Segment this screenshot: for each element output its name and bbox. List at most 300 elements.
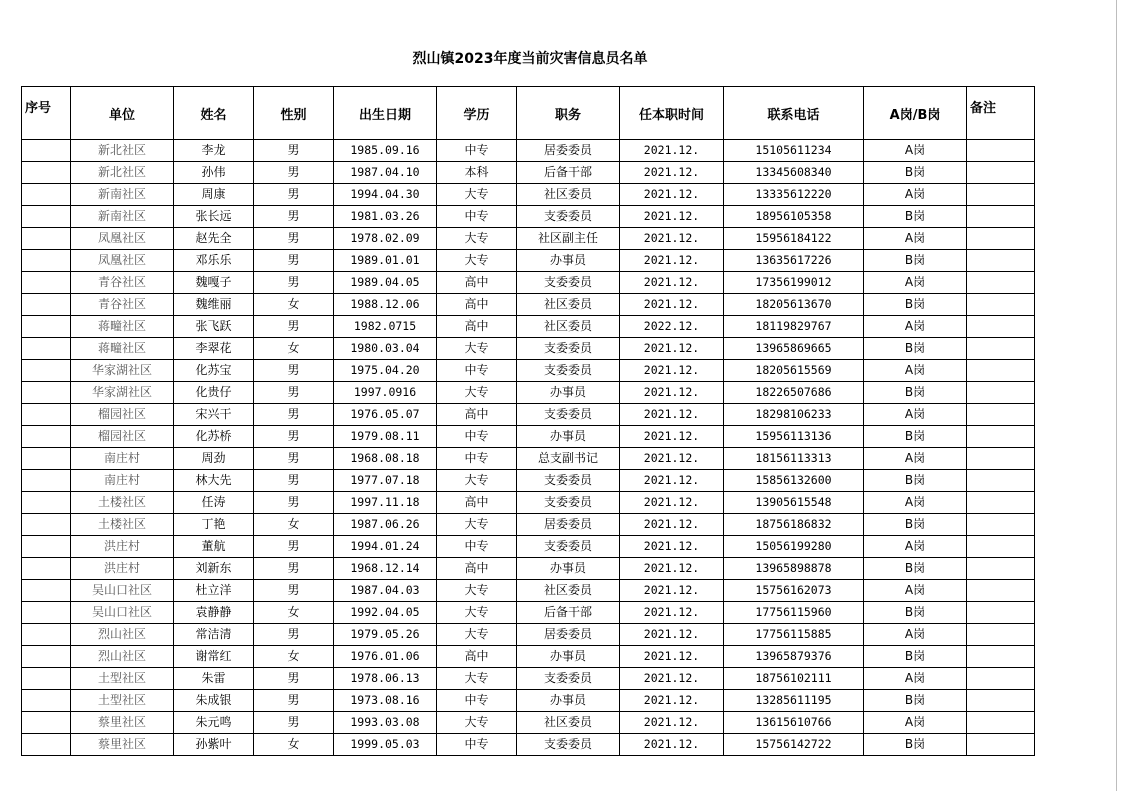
table-row [22,514,1035,536]
cell-note [967,448,1035,470]
cell-since: 2021.12. [620,382,724,404]
cell-birth: 1987.06.26 [334,514,437,536]
cell-note [967,272,1035,294]
table-row [22,734,1035,756]
cell-post: 办事员 [517,426,620,448]
cell-ab-post: B岗 [864,514,967,536]
cell-seq [22,536,71,558]
cell-note [967,624,1035,646]
table-row [22,470,1035,492]
cell-post: 支委委员 [517,536,620,558]
header-since: 任本职时间 [620,87,724,140]
cell-note [967,294,1035,316]
cell-unit: 榴园社区 [71,426,174,448]
cell-gender: 女 [254,514,334,536]
cell-since: 2021.12. [620,360,724,382]
cell-since: 2021.12. [620,448,724,470]
cell-name: 赵先全 [174,228,254,250]
cell-since: 2021.12. [620,470,724,492]
cell-name: 张长远 [174,206,254,228]
cell-ab-post: A岗 [864,140,967,162]
cell-name: 化贵仔 [174,382,254,404]
cell-unit: 新北社区 [71,140,174,162]
cell-since: 2022.12. [620,316,724,338]
cell-seq [22,448,71,470]
cell-education: 高中 [437,558,517,580]
cell-post: 办事员 [517,558,620,580]
cell-note [967,404,1035,426]
cell-note [967,646,1035,668]
cell-unit: 土楼社区 [71,514,174,536]
cell-since: 2021.12. [620,624,724,646]
cell-education: 大专 [437,580,517,602]
cell-birth: 1980.03.04 [334,338,437,360]
cell-unit: 新北社区 [71,162,174,184]
cell-note [967,426,1035,448]
cell-education: 大专 [437,624,517,646]
cell-since: 2021.12. [620,492,724,514]
cell-since: 2021.12. [620,580,724,602]
cell-unit: 青谷社区 [71,294,174,316]
cell-name: 朱元鸣 [174,712,254,734]
cell-phone: 18756186832 [724,514,864,536]
cell-birth: 1987.04.03 [334,580,437,602]
cell-phone: 18205615569 [724,360,864,382]
cell-name: 董航 [174,536,254,558]
cell-since: 2021.12. [620,734,724,756]
cell-seq [22,426,71,448]
table-row [22,668,1035,690]
header-ab-post: A岗/B岗 [864,87,967,140]
cell-since: 2021.12. [620,228,724,250]
cell-gender: 男 [254,162,334,184]
cell-note [967,206,1035,228]
cell-post: 支委委员 [517,206,620,228]
cell-note [967,668,1035,690]
cell-unit: 土型社区 [71,690,174,712]
cell-note [967,536,1035,558]
cell-seq [22,206,71,228]
cell-ab-post: A岗 [864,228,967,250]
cell-education: 大专 [437,514,517,536]
cell-seq [22,580,71,602]
cell-gender: 男 [254,712,334,734]
header-gender: 性别 [254,87,334,140]
cell-phone: 13635617226 [724,250,864,272]
cell-since: 2021.12. [620,250,724,272]
cell-since: 2021.12. [620,294,724,316]
cell-birth: 1968.08.18 [334,448,437,470]
cell-birth: 1997.11.18 [334,492,437,514]
cell-seq [22,624,71,646]
cell-education: 大专 [437,602,517,624]
cell-gender: 男 [254,624,334,646]
cell-name: 丁艳 [174,514,254,536]
cell-gender: 男 [254,228,334,250]
cell-ab-post: B岗 [864,206,967,228]
cell-gender: 男 [254,382,334,404]
cell-seq [22,228,71,250]
table-row [22,404,1035,426]
cell-unit: 凤凰社区 [71,250,174,272]
cell-education: 大专 [437,338,517,360]
cell-note [967,184,1035,206]
table-row [22,316,1035,338]
cell-post: 社区委员 [517,580,620,602]
cell-education: 本科 [437,162,517,184]
cell-since: 2021.12. [620,140,724,162]
cell-gender: 男 [254,536,334,558]
table-row [22,426,1035,448]
cell-education: 高中 [437,294,517,316]
cell-ab-post: B岗 [864,426,967,448]
cell-birth: 1987.04.10 [334,162,437,184]
cell-seq [22,690,71,712]
cell-seq [22,646,71,668]
cell-birth: 1979.08.11 [334,426,437,448]
cell-gender: 男 [254,668,334,690]
cell-gender: 女 [254,338,334,360]
cell-gender: 男 [254,360,334,382]
cell-since: 2021.12. [620,404,724,426]
cell-name: 刘新东 [174,558,254,580]
cell-since: 2021.12. [620,690,724,712]
cell-post: 支委委员 [517,492,620,514]
cell-birth: 1976.01.06 [334,646,437,668]
cell-note [967,492,1035,514]
personnel-table [21,86,1035,756]
cell-name: 常洁清 [174,624,254,646]
cell-phone: 15756162073 [724,580,864,602]
cell-phone: 13905615548 [724,492,864,514]
cell-gender: 男 [254,470,334,492]
cell-phone: 18205613670 [724,294,864,316]
cell-education: 中专 [437,206,517,228]
cell-unit: 榴园社区 [71,404,174,426]
cell-unit: 南庄村 [71,470,174,492]
header-note: 备注 [967,87,1035,140]
table-row [22,536,1035,558]
cell-education: 中专 [437,448,517,470]
cell-unit: 烈山社区 [71,624,174,646]
cell-unit: 蔡里社区 [71,712,174,734]
cell-post: 支委委员 [517,470,620,492]
cell-gender: 男 [254,404,334,426]
cell-seq [22,382,71,404]
cell-phone: 18119829767 [724,316,864,338]
header-unit: 单位 [71,87,174,140]
cell-ab-post: A岗 [864,184,967,206]
cell-unit: 新南社区 [71,206,174,228]
cell-unit: 青谷社区 [71,272,174,294]
cell-education: 中专 [437,426,517,448]
cell-since: 2021.12. [620,558,724,580]
cell-unit: 洪庄村 [71,536,174,558]
cell-education: 大专 [437,228,517,250]
cell-post: 支委委员 [517,272,620,294]
table-row [22,690,1035,712]
cell-since: 2021.12. [620,272,724,294]
table-row [22,624,1035,646]
cell-unit: 土楼社区 [71,492,174,514]
header-post: 职务 [517,87,620,140]
cell-ab-post: B岗 [864,470,967,492]
cell-birth: 1993.03.08 [334,712,437,734]
cell-unit: 蒋疃社区 [71,338,174,360]
cell-note [967,140,1035,162]
cell-name: 袁静静 [174,602,254,624]
header-name: 姓名 [174,87,254,140]
cell-seq [22,712,71,734]
cell-education: 中专 [437,140,517,162]
cell-gender: 男 [254,316,334,338]
cell-name: 宋兴干 [174,404,254,426]
cell-ab-post: A岗 [864,360,967,382]
table-row [22,558,1035,580]
cell-post: 办事员 [517,646,620,668]
document-title: 烈山镇2023年度当前灾害信息员名单 [412,51,648,67]
table-row [22,646,1035,668]
cell-seq [22,294,71,316]
cell-birth: 1977.07.18 [334,470,437,492]
cell-gender: 男 [254,272,334,294]
cell-seq [22,558,71,580]
cell-ab-post: B岗 [864,690,967,712]
cell-since: 2021.12. [620,646,724,668]
cell-ab-post: A岗 [864,580,967,602]
cell-unit: 烈山社区 [71,646,174,668]
cell-birth: 1989.04.05 [334,272,437,294]
cell-post: 居委委员 [517,140,620,162]
cell-post: 办事员 [517,250,620,272]
cell-gender: 男 [254,250,334,272]
cell-post: 支委委员 [517,338,620,360]
cell-education: 大专 [437,382,517,404]
cell-unit: 洪庄村 [71,558,174,580]
cell-name: 任涛 [174,492,254,514]
cell-post: 办事员 [517,690,620,712]
header-education: 学历 [437,87,517,140]
cell-name: 周康 [174,184,254,206]
cell-education: 高中 [437,316,517,338]
cell-name: 李龙 [174,140,254,162]
cell-post: 后备干部 [517,162,620,184]
cell-since: 2021.12. [620,426,724,448]
cell-birth: 1985.09.16 [334,140,437,162]
header-birth: 出生日期 [334,87,437,140]
cell-gender: 男 [254,426,334,448]
cell-unit: 新南社区 [71,184,174,206]
cell-phone: 17756115885 [724,624,864,646]
table-row [22,206,1035,228]
table-body [22,140,1035,756]
cell-note [967,558,1035,580]
cell-ab-post: B岗 [864,734,967,756]
cell-seq [22,316,71,338]
cell-ab-post: A岗 [864,712,967,734]
cell-name: 化苏宝 [174,360,254,382]
cell-phone: 18156113313 [724,448,864,470]
cell-seq [22,470,71,492]
cell-name: 魏嘎子 [174,272,254,294]
cell-phone: 15105611234 [724,140,864,162]
cell-birth: 1968.12.14 [334,558,437,580]
cell-ab-post: A岗 [864,624,967,646]
cell-unit: 吴山口社区 [71,580,174,602]
cell-gender: 男 [254,206,334,228]
cell-education: 中专 [437,690,517,712]
cell-post: 总支副书记 [517,448,620,470]
cell-note [967,162,1035,184]
cell-phone: 13335612220 [724,184,864,206]
cell-name: 孙紫叶 [174,734,254,756]
cell-post: 居委委员 [517,514,620,536]
cell-unit: 凤凰社区 [71,228,174,250]
cell-ab-post: B岗 [864,294,967,316]
table-row [22,250,1035,272]
cell-seq [22,272,71,294]
cell-gender: 男 [254,558,334,580]
cell-post: 社区委员 [517,712,620,734]
cell-seq [22,668,71,690]
cell-ab-post: B岗 [864,602,967,624]
cell-unit: 华家湖社区 [71,382,174,404]
cell-seq [22,360,71,382]
cell-phone: 13965869665 [724,338,864,360]
cell-birth: 1988.12.06 [334,294,437,316]
cell-seq [22,404,71,426]
cell-education: 中专 [437,734,517,756]
cell-gender: 女 [254,734,334,756]
cell-education: 大专 [437,184,517,206]
cell-post: 居委委员 [517,624,620,646]
cell-name: 谢常红 [174,646,254,668]
cell-phone: 18756102111 [724,668,864,690]
cell-education: 大专 [437,250,517,272]
cell-since: 2021.12. [620,536,724,558]
sheet-edge-line [1116,0,1117,791]
cell-education: 高中 [437,492,517,514]
table-row [22,712,1035,734]
cell-name: 邓乐乐 [174,250,254,272]
cell-phone: 15956184122 [724,228,864,250]
cell-note [967,382,1035,404]
table-header-row [22,87,1035,140]
cell-phone: 15956113136 [724,426,864,448]
table-row [22,294,1035,316]
cell-birth: 1978.02.09 [334,228,437,250]
cell-since: 2021.12. [620,206,724,228]
cell-education: 中专 [437,360,517,382]
cell-post: 社区委员 [517,294,620,316]
cell-ab-post: B岗 [864,338,967,360]
cell-note [967,690,1035,712]
cell-phone: 18226507686 [724,382,864,404]
cell-phone: 15756142722 [724,734,864,756]
cell-post: 社区委员 [517,316,620,338]
cell-birth: 1979.05.26 [334,624,437,646]
cell-gender: 女 [254,646,334,668]
cell-birth: 1989.01.01 [334,250,437,272]
cell-gender: 男 [254,184,334,206]
cell-post: 社区副主任 [517,228,620,250]
table-row [22,580,1035,602]
cell-gender: 男 [254,580,334,602]
cell-name: 周劲 [174,448,254,470]
table-row [22,140,1035,162]
cell-note [967,514,1035,536]
cell-birth: 1997.0916 [334,382,437,404]
table-row [22,184,1035,206]
cell-seq [22,250,71,272]
cell-name: 杜立洋 [174,580,254,602]
cell-unit: 华家湖社区 [71,360,174,382]
cell-post: 支委委员 [517,734,620,756]
cell-phone: 13615610766 [724,712,864,734]
cell-seq [22,602,71,624]
cell-ab-post: B岗 [864,250,967,272]
table-row [22,162,1035,184]
cell-note [967,250,1035,272]
cell-since: 2021.12. [620,602,724,624]
cell-since: 2021.12. [620,514,724,536]
cell-ab-post: A岗 [864,536,967,558]
cell-note [967,470,1035,492]
cell-gender: 女 [254,602,334,624]
cell-note [967,316,1035,338]
cell-birth: 1994.01.24 [334,536,437,558]
cell-note [967,580,1035,602]
cell-since: 2021.12. [620,712,724,734]
cell-seq [22,140,71,162]
cell-birth: 1999.05.03 [334,734,437,756]
table-row [22,382,1035,404]
table-row [22,228,1035,250]
cell-education: 大专 [437,470,517,492]
cell-phone: 18298106233 [724,404,864,426]
cell-gender: 男 [254,690,334,712]
header-phone: 联系电话 [724,87,864,140]
cell-ab-post: A岗 [864,668,967,690]
cell-ab-post: B岗 [864,162,967,184]
cell-ab-post: B岗 [864,558,967,580]
cell-name: 李翠花 [174,338,254,360]
cell-phone: 13285611195 [724,690,864,712]
cell-note [967,712,1035,734]
cell-unit: 吴山口社区 [71,602,174,624]
table-row [22,338,1035,360]
cell-education: 高中 [437,404,517,426]
cell-post: 社区委员 [517,184,620,206]
cell-seq [22,184,71,206]
cell-name: 魏维丽 [174,294,254,316]
cell-name: 朱雷 [174,668,254,690]
cell-note [967,338,1035,360]
cell-name: 化苏桥 [174,426,254,448]
cell-name: 孙伟 [174,162,254,184]
cell-since: 2021.12. [620,338,724,360]
cell-name: 朱成银 [174,690,254,712]
header-seq: 序号 [22,87,71,140]
cell-phone: 13965898878 [724,558,864,580]
cell-name: 张飞跃 [174,316,254,338]
cell-post: 支委委员 [517,404,620,426]
cell-note [967,602,1035,624]
cell-birth: 1992.04.05 [334,602,437,624]
cell-education: 高中 [437,646,517,668]
cell-seq [22,492,71,514]
cell-phone: 15056199280 [724,536,864,558]
